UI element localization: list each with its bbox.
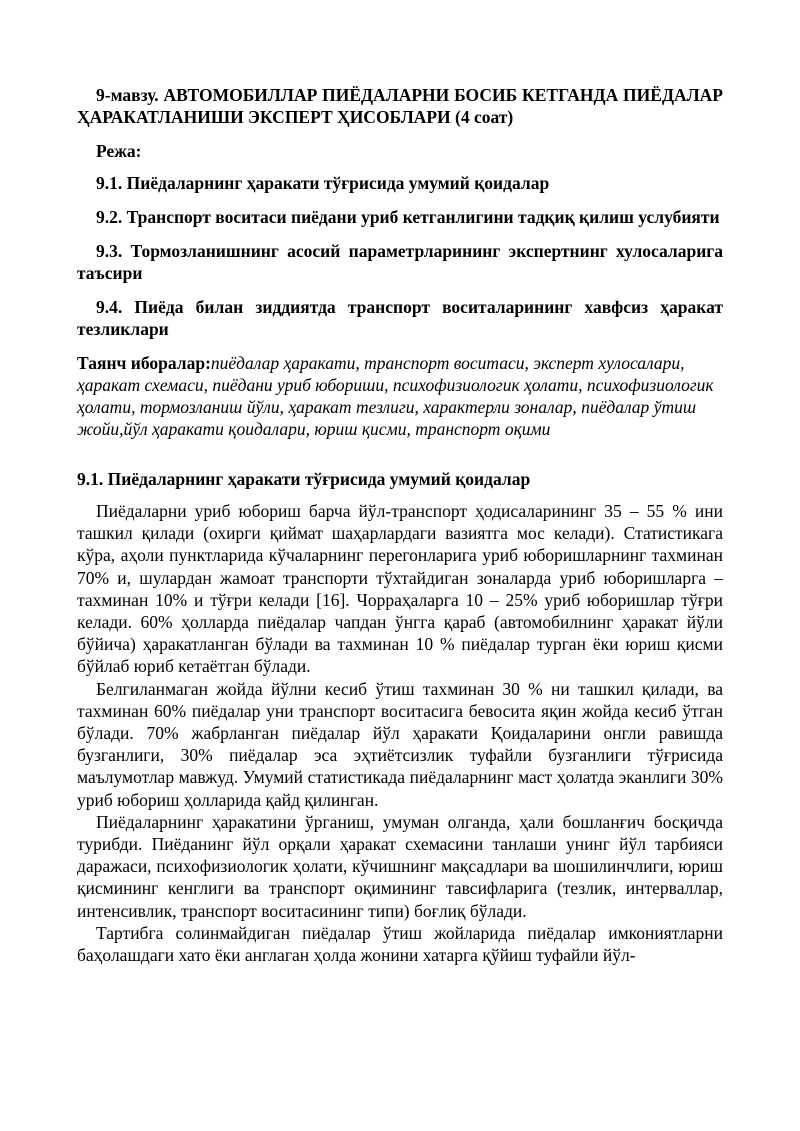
keywords-block [77,352,723,440]
plan-item-2: 9.2. Транспорт воситаси пиёдани уриб кетганлигини тадқиқ қилиш услубияти [96,207,720,227]
keywords-label: Таянч иборалар: [77,353,211,373]
plan-heading: Режа: [96,141,142,161]
plan-item-3: 9.3. Тормозланишнинг асосий параметрларининг экспертнинг хулосаларига таъсири [77,241,723,283]
plan-item-1: 9.1. Пиёдаларнинг ҳаракати тўғрисида умумий қоидалар [96,173,550,193]
paragraph-1: Пиёдаларни уриб юбориш барча йўл-транспорт ҳодисаларининг 35 – 55 % ини ташкил қилади (охирги қиймат шаҳарлардаги вазиятга мос келади). Статистикага кўра, аҳоли пунктларида кўчаларнинг перегонларига уриб юборишларнинг тахминан 70% и, шулардан жамоат транспорти тўхтайдиган зоналарда уриб юборишларга – тахминан 10% и тўғри келади [16]. Чорраҳаларга 10 – 25% уриб юборишлар тўғри келади. 60% ҳолларда пиёдалар чапдан ўнгга қараб (автомобилнинг ҳаракат йўли бўйича) ҳаракатланган бўлади ва тахминан 10 % пиёдалар турган ёки юриш қисми бўйлаб юриб кетаётган бўлади. [77,501,723,677]
keywords-text: пиёдалар ҳаракати, транспорт воситаси, эксперт хулосалари, ҳаракат схемаси, пиёдани уриб юбориши, психофизиологик ҳолати, психофизиологик ҳолати, тормозланиш йўли, ҳаракат тезлиги, характерли зоналар, пиёдалар ўтиш жойи,йўл ҳаракати қоидалари, юриш қисми, транспорт оқими [77,353,714,439]
plan-item-4: 9.4. Пиёда билан зиддиятда транспорт воситаларининг хавфсиз ҳаракат тезликлари [77,297,723,339]
paragraph-4: Тартибга солинмайдиган пиёдалар ўтиш жойларида пиёдалар имкониятларни баҳолашдаги хато ёки англаган ҳолда жонини хатарга қўйиш туфайли йўл- [77,922,723,966]
paragraph-3: Пиёдаларнинг ҳаракатини ўрганиш, умуман олганда, ҳали бошланғич босқичда турибди. Пиёданинг йўл орқали ҳаракат схемасини танлаши унинг йўл тарбияси даражаси, психофизиологик ҳолати, кўчишнинг мақсадлари ва шошилинчлиги, юриш қисмининг кенглиги ва транспорт оқимининг тавсифларига (тезлик, интерваллар, интенсивлик, транспорт воситасининг типи) боғлиқ бўлади. [77,811,723,921]
document-page [77,84,723,966]
section-heading: 9.1. Пиёдаларнинг ҳаракати тўғрисида умумий қоидалар [77,469,531,489]
paragraph-2: Белгиланмаган жойда йўлни кесиб ўтиш тахминан 30 % ни ташкил қилади, ва тахминан 60% пиёдалар уни транспорт воситасига бевосита яқин жойда кесиб ўтган бўлади. 70% жабрланган пиёдалар йўл ҳаракати Қоидаларини онгли равишда бузганлиги, 30% пиёдалар эса эҳтиётсизлик туфайли бузганлиги тўғрисида маълумотлар мавжуд. Умумий статистикада пиёдаларнинг маст ҳолатда эканлиги 30% уриб юбориш ҳолларида қайд қилинган. [77,678,723,810]
topic-title: 9-мавзу. АВТОМОБИЛЛАР ПИЁДАЛАРНИ БОСИБ КЕТГАНДА ПИЁДАЛАР ҲАРАКАТЛАНИШИ ЭКСПЕРТ ҲИСОБЛАРИ (4 соат) [77,85,723,127]
